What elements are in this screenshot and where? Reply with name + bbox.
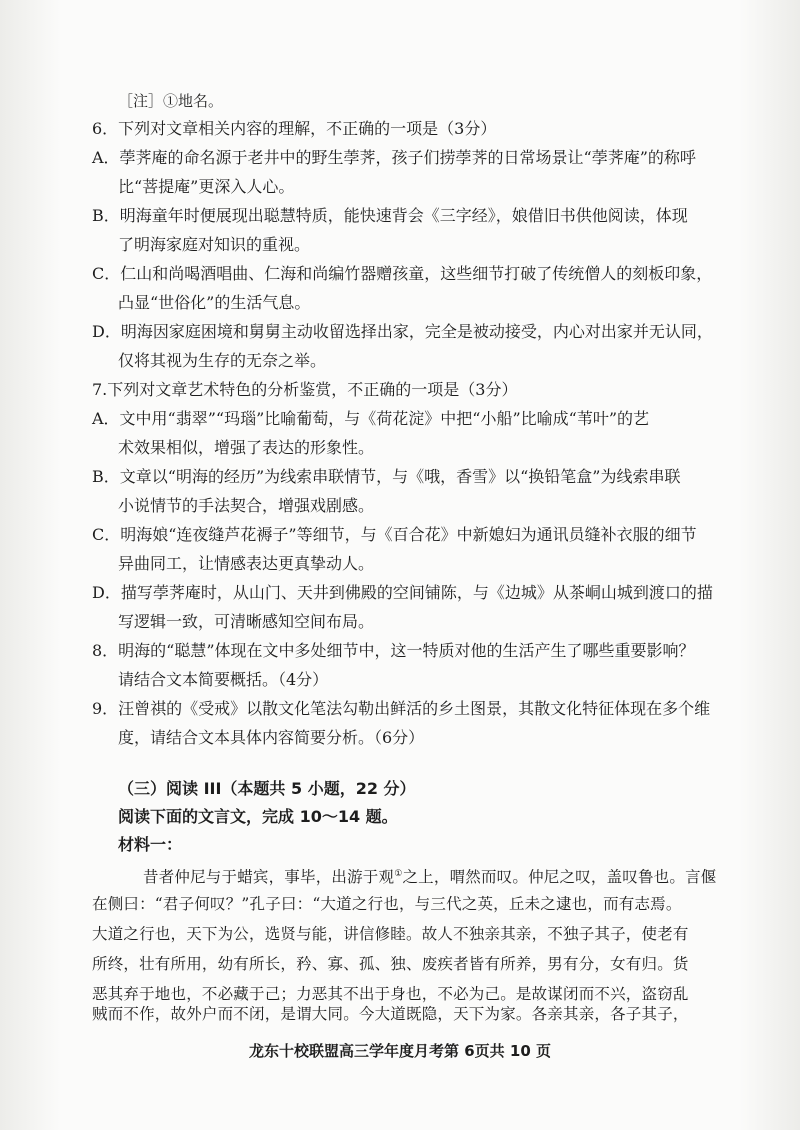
- question-6-option-a-cont: 比“菩提庵”更深入人心。: [118, 177, 295, 196]
- question-8: 8．明海的“聪慧”体现在文中多处细节中，这一特质对他的生活产生了哪些重要影响？: [92, 641, 695, 660]
- passage-line-1: 昔者仲尼与于蜡宾，事毕，出游于观①之上，喟然而叹。仲尼之叹，盖叹鲁也。言偃: [143, 868, 717, 887]
- question-6-option-d-cont: 仅将其视为生存的无奈之举。: [118, 351, 327, 370]
- passage-line-2: 在侧曰：“君子何叹？”孔子曰：“大道之行也，与三代之英，丘未之逮也，而有志焉。: [92, 895, 682, 913]
- question-7-option-a-cont: 术效果相似，增强了表达的形象性。: [118, 438, 375, 457]
- question-7-option-d: D．描写荸荠庵时，从山门、天井到佛殿的空间铺陈，与《边城》从茶峒山城到渡口的描: [92, 583, 713, 602]
- footnote: ［注］①地名。: [118, 92, 224, 110]
- page-footer: 龙东十校联盟高三学年度月考第 6页共 10 页: [249, 1042, 551, 1060]
- question-6-option-a: A．荸荠庵的命名源于老井中的野生荸荠，孩子们捞荸荠的日常场景让“荸荠庵”的称呼: [92, 148, 696, 167]
- material-1-label: 材料一：: [118, 835, 183, 854]
- question-6-option-b-cont: 了明海家庭对知识的重视。: [118, 235, 311, 254]
- question-7-option-c-cont: 异曲同工，让情感表达更真挚动人。: [118, 554, 375, 573]
- passage-line-3: 大道之行也，天下为公，选贤与能，讲信修睦。故人不独亲其亲，不独子其子，使老有: [92, 925, 689, 943]
- question-9-cont: 度，请结合文本具体内容简要分析。（6分）: [118, 728, 425, 747]
- question-6-option-d: D．明海因家庭困境和舅舅主动收留选择出家，完全是被动接受，内心对出家并无认同，: [92, 322, 713, 341]
- question-9: 9．汪曾祺的《受戒》以散文化笔法勾勒出鲜活的乡土图景，其散文化特征体现在多个维: [92, 699, 711, 718]
- passage-line-4: 所终，壮有所用，幼有所长，矜、寡、孤、独、废疾者皆有所养，男有分，女有归。货: [92, 955, 689, 973]
- question-7-option-a: A．文中用“翡翠”“玛瑙”比喻葡萄，与《荷花淀》中把“小船”比喻成“苇叶”的艺: [92, 409, 649, 428]
- question-6-option-c-cont: 凸显“世俗化”的生活气息。: [118, 293, 311, 312]
- section-3-title: （三）阅读 III（本题共 5 小题，22 分）: [118, 779, 416, 798]
- question-8-cont: 请结合文本简要概括。（4分）: [118, 670, 329, 689]
- question-6-option-c: C．仁山和尚喝酒唱曲、仁海和尚编竹器赠孩童，这些细节打破了传统僧人的刻板印象，: [92, 264, 713, 283]
- question-7-stem: 7.下列对文章艺术特色的分析鉴赏，不正确的一项是（3分）: [92, 380, 518, 399]
- question-7-option-c: C．明海娘“连夜缝芦花褥子”等细节，与《百合花》中新媳妇为通讯员缝补衣服的细节: [92, 525, 697, 544]
- question-7-option-d-cont: 写逻辑一致，可清晰感知空间布局。: [118, 612, 375, 631]
- section-3-instruction: 阅读下面的文言文，完成 10～14 题。: [118, 807, 398, 826]
- passage-line-6: 贼而不作，故外户而不闭，是谓大同。今大道既隐，天下为家。各亲其亲，各子其子，: [92, 1005, 689, 1023]
- question-7-option-b-cont: 小说情节的手法契合，增强戏剧感。: [118, 496, 375, 515]
- passage-line-5: 恶其弃于地也，不必藏于己；力恶其不出于身也，不必为己。是故谋闭而不兴，盗窃乱: [92, 985, 689, 1003]
- question-6-stem: 6．下列对文章相关内容的理解，不正确的一项是（3分）: [92, 119, 497, 138]
- question-7-option-b: B．文章以“明海的经历”为线索串联情节，与《哦，香雪》以“换铅笔盒”为线索串联: [92, 467, 681, 486]
- question-6-option-b: B．明海童年时便展现出聪慧特质，能快速背会《三字经》，娘借旧书供他阅读，体现: [92, 206, 688, 225]
